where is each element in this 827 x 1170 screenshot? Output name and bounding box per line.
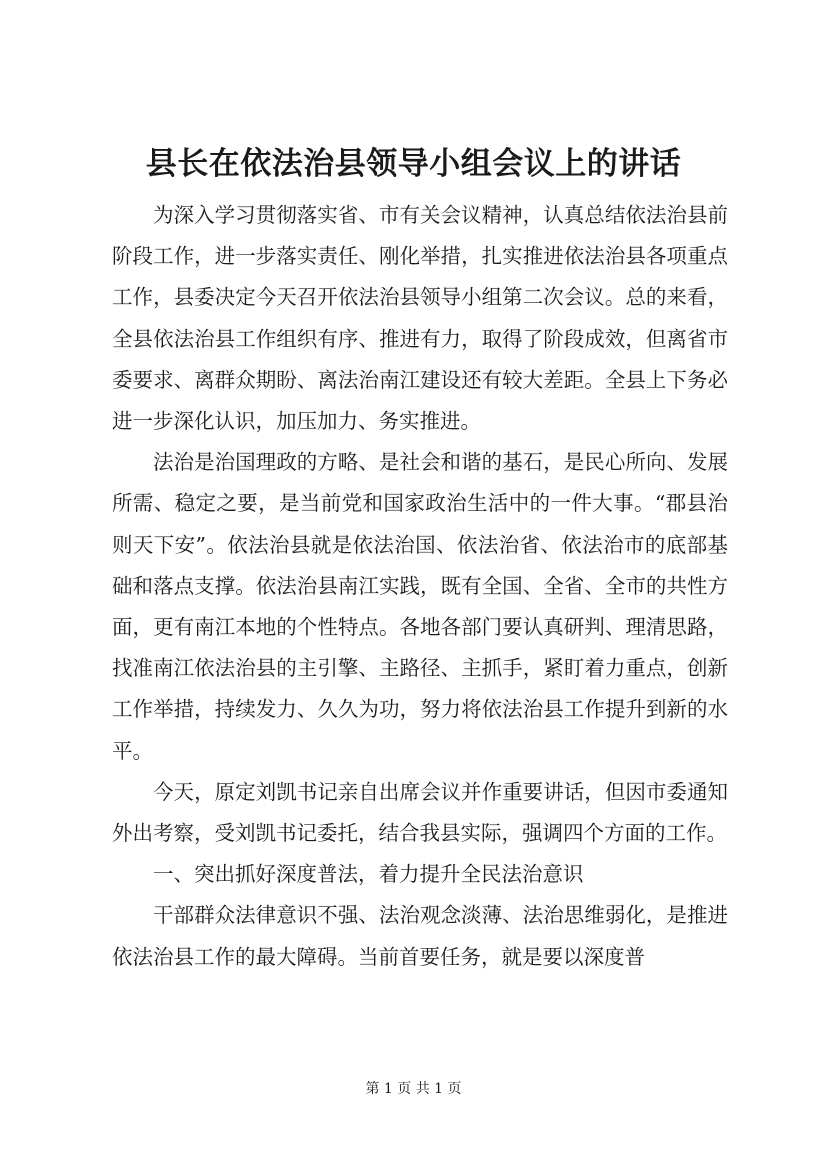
paragraph-intro: 为深入学习贯彻落实省、市有关会议精神，认真总结依法治县前阶段工作，进一步落实责任、刚化举措，扎实推进依法治县各项重点工作，县委决定今天召开依法治县领导小组第二次会议。总的来看，全县依法治县工作组织有序、推进有力，取得了阶段成效，但离省市委要求、离群众期盼、离法治南江建设还有较大差距。全县上下务必进一步深化认识，加压加力、务实推进。 (112, 203, 728, 434)
document-title: 县长在依法治县领导小组会议上的讲话 (145, 146, 682, 182)
page-footer: 第 1 页 共 1 页 (365, 1081, 462, 1097)
paragraph-today: 今天，原定刘凯书记亲自出席会议并作重要讲话，但因市委通知外出考察，受刘凯书记委托，结合我县实际，强调四个方面的工作。 (112, 779, 728, 846)
paragraph-section-one: 干部群众法律意识不强、法治观念淡薄、法治思维弱化，是推进依法治县工作的最大障碍。当前首要任务，就是要以深度普 (112, 903, 728, 969)
section-heading-one: 一、突出抓好深度普法，着力提升全民法治意识 (153, 862, 584, 887)
paragraph-rule-of-law: 法治是治国理政的方略、是社会和谐的基石，是民心所向、发展所需、稳定之要，是当前党和国家政治生活中的一件大事。“郡县治则天下安”。依法治县就是依法治国、依法治省、依法治市的底部基础和落点支撑。依法治县南江实践，既有全国、全省、全市的共性方面，更有南江本地的个性特点。各地各部门要认真研判、理清思路，找准南江依法治县的主引擎、主路径、主抓手，紧盯着力重点，创新工作举措，持续发力、久久为功，努力将依法治县工作提升到新的水平。 (112, 450, 728, 763)
document-body (112, 195, 728, 978)
